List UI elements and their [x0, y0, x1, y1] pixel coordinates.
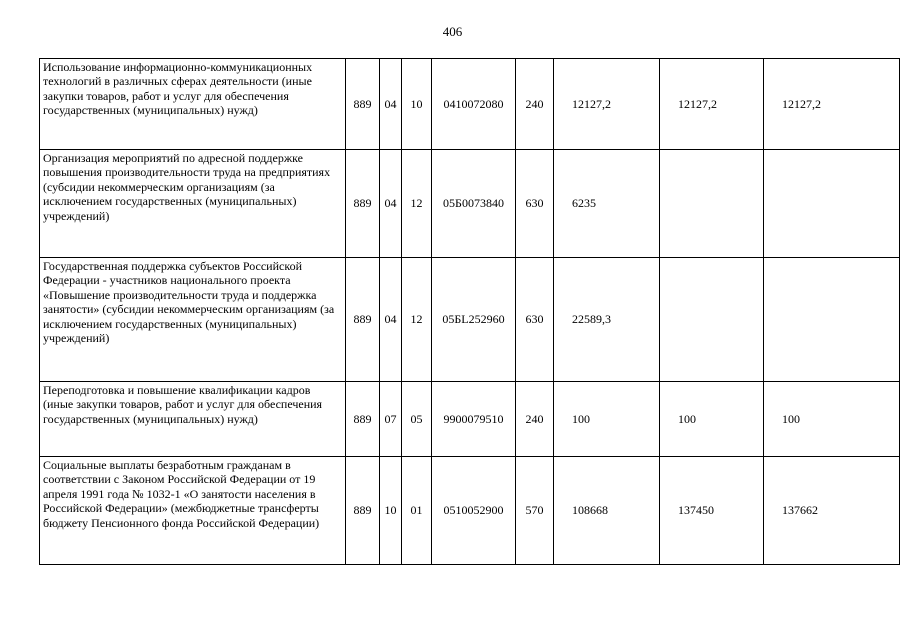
ministry-code: 889	[346, 150, 380, 258]
row-description: Организация мероприятий по адресной поддержке повышения производительности труда на предприятиях (субсидии некоммерческим организациям (за исключением государственных (муниципальных) учреждений)	[40, 150, 346, 258]
section-code: 07	[380, 382, 402, 457]
table-row	[40, 59, 900, 150]
amount-year-1: 100	[554, 382, 660, 457]
amount-year-3: 12127,2	[764, 59, 900, 150]
ministry-code: 889	[346, 59, 380, 150]
subsection-code: 10	[402, 59, 432, 150]
expense-type: 240	[516, 59, 554, 150]
section-code: 10	[380, 457, 402, 565]
ministry-code: 889	[346, 258, 380, 382]
amount-year-2: 100	[660, 382, 764, 457]
expense-type: 240	[516, 382, 554, 457]
ministry-code: 889	[346, 382, 380, 457]
amount-year-3: 100	[764, 382, 900, 457]
ministry-code: 889	[346, 457, 380, 565]
subsection-code: 12	[402, 258, 432, 382]
target-article: 0510052900	[432, 457, 516, 565]
table-row	[40, 150, 900, 258]
row-description: Использование информационно-коммуникационных технологий в различных сферах деятельности (иные закупки товаров, работ и услуг для обеспечения государственных (муниципальных) нужд)	[40, 59, 346, 150]
row-description: Переподготовка и повышение квалификации кадров (иные закупки товаров, работ и услуг для обеспечения государственных (муниципальных) нужд)	[40, 382, 346, 457]
page-number: 406	[442, 24, 463, 39]
row-description: Государственная поддержка субъектов Российской Федерации - участников национального проекта «Повышение производительности труда и поддержка занятости» (субсидии некоммерческим организациям (за исключением государственных (муниципальных) учреждений)	[40, 258, 346, 382]
target-article: 9900079510	[432, 382, 516, 457]
amount-year-2	[660, 258, 764, 382]
amount-year-1: 22589,3	[554, 258, 660, 382]
subsection-code: 01	[402, 457, 432, 565]
subsection-code: 05	[402, 382, 432, 457]
expense-type: 630	[516, 150, 554, 258]
amount-year-2: 12127,2	[660, 59, 764, 150]
target-article: 05БL252960	[432, 258, 516, 382]
amount-year-3: 137662	[764, 457, 900, 565]
target-article: 0410072080	[432, 59, 516, 150]
section-code: 04	[380, 258, 402, 382]
table-row	[40, 457, 900, 565]
table-row	[40, 382, 900, 457]
table-row	[40, 258, 900, 382]
amount-year-2	[660, 150, 764, 258]
amount-year-1: 6235	[554, 150, 660, 258]
amount-year-1: 12127,2	[554, 59, 660, 150]
amount-year-3	[764, 150, 900, 258]
amount-year-3	[764, 258, 900, 382]
section-code: 04	[380, 150, 402, 258]
amount-year-1: 108668	[554, 457, 660, 565]
target-article: 05Б0073840	[432, 150, 516, 258]
expense-type: 570	[516, 457, 554, 565]
section-code: 04	[380, 59, 402, 150]
subsection-code: 12	[402, 150, 432, 258]
amount-year-2: 137450	[660, 457, 764, 565]
row-description: Социальные выплаты безработным гражданам в соответствии с Законом Российской Федерации от 19 апреля 1991 года № 1032-1 «О занятости населения в Российской Федерации» (межбюджетные трансферты бюджету Пенсионного фонда Российской Федерации)	[40, 457, 346, 565]
expense-type: 630	[516, 258, 554, 382]
budget-table	[39, 58, 900, 565]
